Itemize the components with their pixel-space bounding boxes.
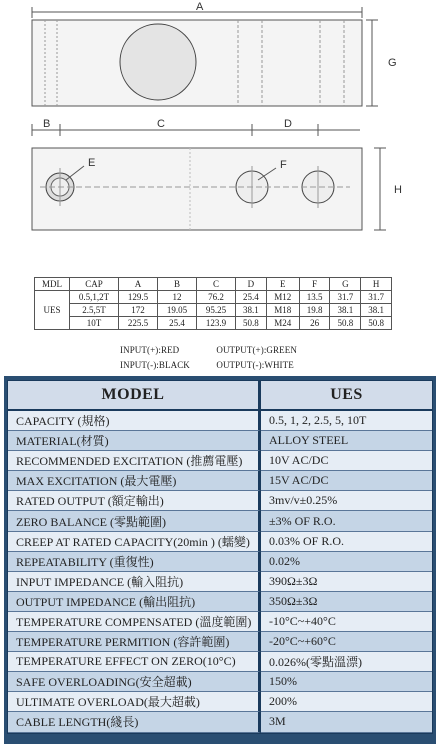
spec-header-model: MODEL <box>8 381 261 411</box>
table-cell: 95.25 <box>196 304 235 317</box>
spec-label: RATED OUTPUT (額定輸出) <box>8 491 261 511</box>
spec-label: MAX EXCITATION (最大電壓) <box>8 471 261 491</box>
spec-label: CAPACITY (規格) <box>8 411 261 431</box>
model-cell: UES <box>35 291 70 330</box>
table-row <box>35 291 392 304</box>
header-f: F <box>299 278 330 291</box>
table-cell: 172 <box>119 304 158 317</box>
side-view <box>32 124 386 230</box>
table-cell: 50.8 <box>235 317 266 330</box>
wiring-legend-row-1 <box>120 345 297 355</box>
dim-label-d: D <box>284 118 292 130</box>
table-cell: 13.5 <box>299 291 330 304</box>
dim-label-f: F <box>280 159 287 171</box>
header-g: G <box>330 278 361 291</box>
dimension-table <box>34 277 392 330</box>
spec-value: 15V AC/DC <box>261 471 432 491</box>
spec-label: ULTIMATE OVERLOAD(最大超載) <box>8 692 261 712</box>
wire-input-negative: INPUT(-):BLACK <box>120 360 190 370</box>
dim-label-c: C <box>157 118 165 130</box>
spec-value: 350Ω±3Ω <box>261 592 432 612</box>
spec-value: 150% <box>261 672 432 692</box>
table-cell: 19.05 <box>157 304 196 317</box>
table-cell: 19.8 <box>299 304 330 317</box>
table-cell: 123.9 <box>196 317 235 330</box>
spec-label: TEMPERATURE COMPENSATED (溫度範圍) <box>8 612 261 632</box>
header-c: C <box>196 278 235 291</box>
spec-value: 3mv/v±0.25% <box>261 491 432 511</box>
spec-value: 10V AC/DC <box>261 451 432 471</box>
spec-label: REPEATABILITY (重復性) <box>8 552 261 572</box>
spec-header-row <box>8 381 432 411</box>
table-cell: 31.7 <box>330 291 361 304</box>
table-cell: 76.2 <box>196 291 235 304</box>
table-cell: 225.5 <box>119 317 158 330</box>
spec-value: 390Ω±3Ω <box>261 572 432 592</box>
spec-label: CREEP AT RATED CAPACITY(20min ) (蠕變) <box>8 532 261 552</box>
spec-label: ZERO BALANCE (零點範圍) <box>8 511 261 531</box>
top-view <box>32 7 378 106</box>
table-cell: M18 <box>266 304 299 317</box>
wire-input-positive: INPUT(+):RED <box>120 345 180 355</box>
table-cell: 10T <box>70 317 119 330</box>
table-cell: 26 <box>299 317 330 330</box>
table-cell: 129.5 <box>119 291 158 304</box>
spec-value: 0.5, 1, 2, 2.5, 5, 10T <box>261 411 432 431</box>
table-cell: 38.1 <box>361 304 392 317</box>
spec-value: -20°C~+60°C <box>261 632 432 652</box>
table-cell: 0.5,1,2T <box>70 291 119 304</box>
wire-output-negative: OUTPUT(-):WHITE <box>216 360 294 370</box>
header-b: B <box>157 278 196 291</box>
spec-label: RECOMMENDED EXCITATION (推薦電壓) <box>8 451 261 471</box>
spec-label: MATERIAL(材質) <box>8 431 261 451</box>
table-row <box>35 317 392 330</box>
spec-rows <box>8 411 432 733</box>
spec-value: 0.03% OF R.O. <box>261 532 432 552</box>
table-cell: M24 <box>266 317 299 330</box>
wiring-legend-row-2 <box>120 360 294 370</box>
spec-value: 200% <box>261 692 432 712</box>
dimension-table-header <box>35 278 392 291</box>
header-e: E <box>266 278 299 291</box>
spec-value: 3M <box>261 712 432 732</box>
table-cell: 2.5,5T <box>70 304 119 317</box>
table-cell: 31.7 <box>361 291 392 304</box>
spec-label: OUTPUT IMPEDANCE (輸出阻抗) <box>8 592 261 612</box>
header-a: A <box>119 278 158 291</box>
spec-table <box>4 376 436 744</box>
table-row <box>35 304 392 317</box>
spec-label: TEMPERATURE PERMITION (容許範圍) <box>8 632 261 652</box>
spec-value: 0.026%(零點溫漂) <box>261 652 432 672</box>
table-cell: 50.8 <box>330 317 361 330</box>
spec-label: INPUT IMPEDANCE (輸入阻抗) <box>8 572 261 592</box>
spec-header-model-name: UES <box>261 381 432 411</box>
dim-label-b: B <box>43 118 51 130</box>
wire-output-positive: OUTPUT(+):GREEN <box>216 345 297 355</box>
table-cell: M12 <box>266 291 299 304</box>
header-mdl: MDL <box>35 278 70 291</box>
dim-label-a: A <box>196 1 204 13</box>
dim-label-g: G <box>388 57 397 69</box>
header-h: H <box>361 278 392 291</box>
spec-label: SAFE OVERLOADING(安全超載) <box>8 672 261 692</box>
spec-value: ALLOY STEEL <box>261 431 432 451</box>
spec-label: TEMPERATURE EFFECT ON ZERO(10°C) <box>8 652 261 672</box>
spec-value: -10°C~+40°C <box>261 612 432 632</box>
table-cell: 25.4 <box>157 317 196 330</box>
spec-label: CABLE LENGTH(綫長) <box>8 712 261 732</box>
table-cell: 38.1 <box>235 304 266 317</box>
table-cell: 50.8 <box>361 317 392 330</box>
load-cell-drawing <box>0 0 440 270</box>
header-d: D <box>235 278 266 291</box>
table-cell: 25.4 <box>235 291 266 304</box>
dim-label-h: H <box>394 184 402 196</box>
spec-value: 0.02% <box>261 552 432 572</box>
table-cell: 12 <box>157 291 196 304</box>
header-cap: CAP <box>70 278 119 291</box>
table-cell: 38.1 <box>330 304 361 317</box>
spec-value: ±3% OF R.O. <box>261 511 432 531</box>
dim-label-e: E <box>88 157 96 169</box>
